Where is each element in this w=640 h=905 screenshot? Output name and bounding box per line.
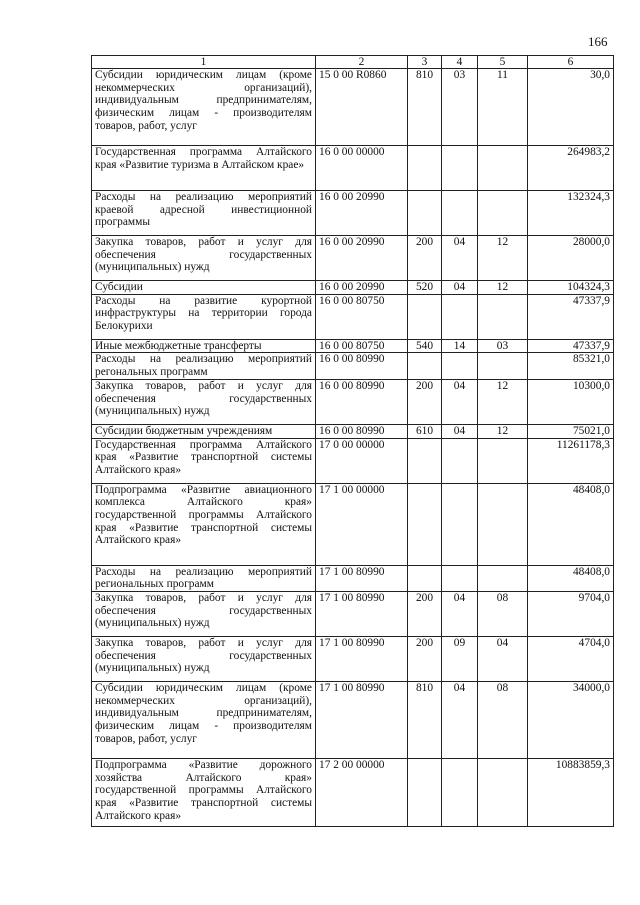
row-amount: 28000,0 xyxy=(528,236,614,281)
row-code: 16 0 00 80990 xyxy=(316,353,408,379)
row-col5: 12 xyxy=(478,379,528,424)
row-col4: 09 xyxy=(442,636,478,681)
row-name: Субсидии бюджетным учреждениям xyxy=(92,424,316,438)
row-col4 xyxy=(442,483,478,565)
row-name: Субсидии xyxy=(92,281,316,295)
row-col5: 12 xyxy=(478,424,528,438)
row-name: Закупка товаров, работ и услуг для обеспечения государственных (муниципальных) нужд xyxy=(92,591,316,636)
table-row xyxy=(92,636,614,681)
row-name: Субсидии юридическим лицам (кроме некоммерческих организаций), индивидуальным предпринимателям, физическим лицам - производителям товаров, работ, услуг xyxy=(92,69,316,146)
row-name: Расходы на реализацию мероприятий краевой адресной инвестиционной программы xyxy=(92,191,316,236)
row-col5 xyxy=(478,438,528,483)
row-col3: 200 xyxy=(408,591,442,636)
row-code: 16 0 00 20990 xyxy=(316,191,408,236)
table-row xyxy=(92,565,614,591)
budget-table xyxy=(91,55,614,827)
row-col5: 11 xyxy=(478,69,528,146)
header-cell-1: 1 xyxy=(92,56,316,69)
row-col3 xyxy=(408,565,442,591)
table-row xyxy=(92,294,614,339)
row-code: 16 0 00 80990 xyxy=(316,424,408,438)
table-row xyxy=(92,353,614,379)
row-code: 16 0 00 80990 xyxy=(316,379,408,424)
header-cell-5: 5 xyxy=(478,56,528,69)
row-col4 xyxy=(442,294,478,339)
row-col3 xyxy=(408,191,442,236)
row-col3 xyxy=(408,483,442,565)
row-code: 16 0 00 20990 xyxy=(316,236,408,281)
row-code: 17 0 00 00000 xyxy=(316,438,408,483)
row-amount: 48408,0 xyxy=(528,565,614,591)
row-amount: 10300,0 xyxy=(528,379,614,424)
row-col4 xyxy=(442,758,478,826)
row-col3: 810 xyxy=(408,69,442,146)
row-col4 xyxy=(442,438,478,483)
row-col5: 12 xyxy=(478,236,528,281)
row-amount: 11261178,3 xyxy=(528,438,614,483)
row-col5 xyxy=(478,146,528,191)
table-row xyxy=(92,146,614,191)
row-col3: 610 xyxy=(408,424,442,438)
row-col3: 520 xyxy=(408,281,442,295)
row-code: 17 1 00 80990 xyxy=(316,681,408,758)
table-row xyxy=(92,69,614,146)
row-col4: 04 xyxy=(442,236,478,281)
row-col4: 04 xyxy=(442,424,478,438)
table-row xyxy=(92,424,614,438)
row-col5: 08 xyxy=(478,681,528,758)
row-code: 17 1 00 00000 xyxy=(316,483,408,565)
row-col4: 14 xyxy=(442,339,478,353)
table-body xyxy=(92,69,614,827)
row-code: 17 2 00 00000 xyxy=(316,758,408,826)
row-code: 15 0 00 R0860 xyxy=(316,69,408,146)
row-name: Государственная программа Алтайского края «Развитие туризма в Алтайском крае» xyxy=(92,146,316,191)
row-code: 16 0 00 20990 xyxy=(316,281,408,295)
row-col4: 04 xyxy=(442,281,478,295)
table-row xyxy=(92,281,614,295)
row-amount: 47337,9 xyxy=(528,294,614,339)
row-col5 xyxy=(478,565,528,591)
row-code: 17 1 00 80990 xyxy=(316,591,408,636)
row-amount: 48408,0 xyxy=(528,483,614,565)
row-amount: 34000,0 xyxy=(528,681,614,758)
row-name: Подпрограмма «Развитие дорожного хозяйства Алтайского края» государственной программы Алтайского края «Развитие транспортной системы Алтайского края» xyxy=(92,758,316,826)
row-col5: 12 xyxy=(478,281,528,295)
row-col3 xyxy=(408,758,442,826)
row-amount: 264983,2 xyxy=(528,146,614,191)
table-row xyxy=(92,191,614,236)
row-amount: 132324,3 xyxy=(528,191,614,236)
row-amount: 10883859,3 xyxy=(528,758,614,826)
row-name: Подпрограмма «Развитие авиационного комплекса Алтайского края» государственной программы Алтайского края «Развитие транспортной системы Алтайского края» xyxy=(92,483,316,565)
row-col4 xyxy=(442,565,478,591)
row-col4 xyxy=(442,353,478,379)
row-name: Расходы на развитие курортной инфраструктуры на территории города Белокурихи xyxy=(92,294,316,339)
row-col3: 810 xyxy=(408,681,442,758)
row-amount: 4704,0 xyxy=(528,636,614,681)
row-col4: 03 xyxy=(442,69,478,146)
row-code: 16 0 00 00000 xyxy=(316,146,408,191)
row-col3 xyxy=(408,438,442,483)
table-row xyxy=(92,591,614,636)
row-col5 xyxy=(478,483,528,565)
row-name: Государственная программа Алтайского края «Развитие транспортной системы Алтайского края» xyxy=(92,438,316,483)
header-cell-4: 4 xyxy=(442,56,478,69)
table-row xyxy=(92,681,614,758)
page-number: 166 xyxy=(588,34,608,49)
row-col5: 04 xyxy=(478,636,528,681)
row-col3 xyxy=(408,353,442,379)
table-row xyxy=(92,379,614,424)
row-amount: 75021,0 xyxy=(528,424,614,438)
row-name: Закупка товаров, работ и услуг для обеспечения государственных (муниципальных) нужд xyxy=(92,636,316,681)
row-col4: 04 xyxy=(442,379,478,424)
header-cell-2: 2 xyxy=(316,56,408,69)
row-name: Иные межбюджетные трансферты xyxy=(92,339,316,353)
table-row xyxy=(92,236,614,281)
row-col4 xyxy=(442,191,478,236)
row-col3 xyxy=(408,146,442,191)
header-cell-3: 3 xyxy=(408,56,442,69)
row-code: 16 0 00 80750 xyxy=(316,339,408,353)
row-col4: 04 xyxy=(442,591,478,636)
row-col5: 08 xyxy=(478,591,528,636)
row-col3: 200 xyxy=(408,636,442,681)
row-name: Закупка товаров, работ и услуг для обеспечения государственных (муниципальных) нужд xyxy=(92,236,316,281)
row-col5 xyxy=(478,758,528,826)
row-col3 xyxy=(408,294,442,339)
row-col4: 04 xyxy=(442,681,478,758)
row-name: Закупка товаров, работ и услуг для обеспечения государственных (муниципальных) нужд xyxy=(92,379,316,424)
row-name: Субсидии юридическим лицам (кроме некоммерческих организаций), индивидуальным предпринимателям, физическим лицам - производителям товаров, работ, услуг xyxy=(92,681,316,758)
row-amount: 30,0 xyxy=(528,69,614,146)
row-amount: 47337,9 xyxy=(528,339,614,353)
row-col3: 200 xyxy=(408,379,442,424)
row-col5 xyxy=(478,294,528,339)
row-name: Расходы на реализацию мероприятий регональных программ xyxy=(92,353,316,379)
table-row xyxy=(92,483,614,565)
row-col4 xyxy=(442,146,478,191)
table-row xyxy=(92,438,614,483)
row-col5 xyxy=(478,353,528,379)
row-col5 xyxy=(478,191,528,236)
row-code: 17 1 00 80990 xyxy=(316,565,408,591)
row-code: 17 1 00 80990 xyxy=(316,636,408,681)
header-cell-6: 6 xyxy=(528,56,614,69)
row-amount: 9704,0 xyxy=(528,591,614,636)
row-code: 16 0 00 80750 xyxy=(316,294,408,339)
row-amount: 85321,0 xyxy=(528,353,614,379)
row-name: Расходы на реализацию мероприятий региональных программ xyxy=(92,565,316,591)
row-amount: 104324,3 xyxy=(528,281,614,295)
row-col3: 200 xyxy=(408,236,442,281)
table-row xyxy=(92,339,614,353)
row-col5: 03 xyxy=(478,339,528,353)
table-row xyxy=(92,758,614,826)
header-row xyxy=(92,56,614,69)
row-col3: 540 xyxy=(408,339,442,353)
